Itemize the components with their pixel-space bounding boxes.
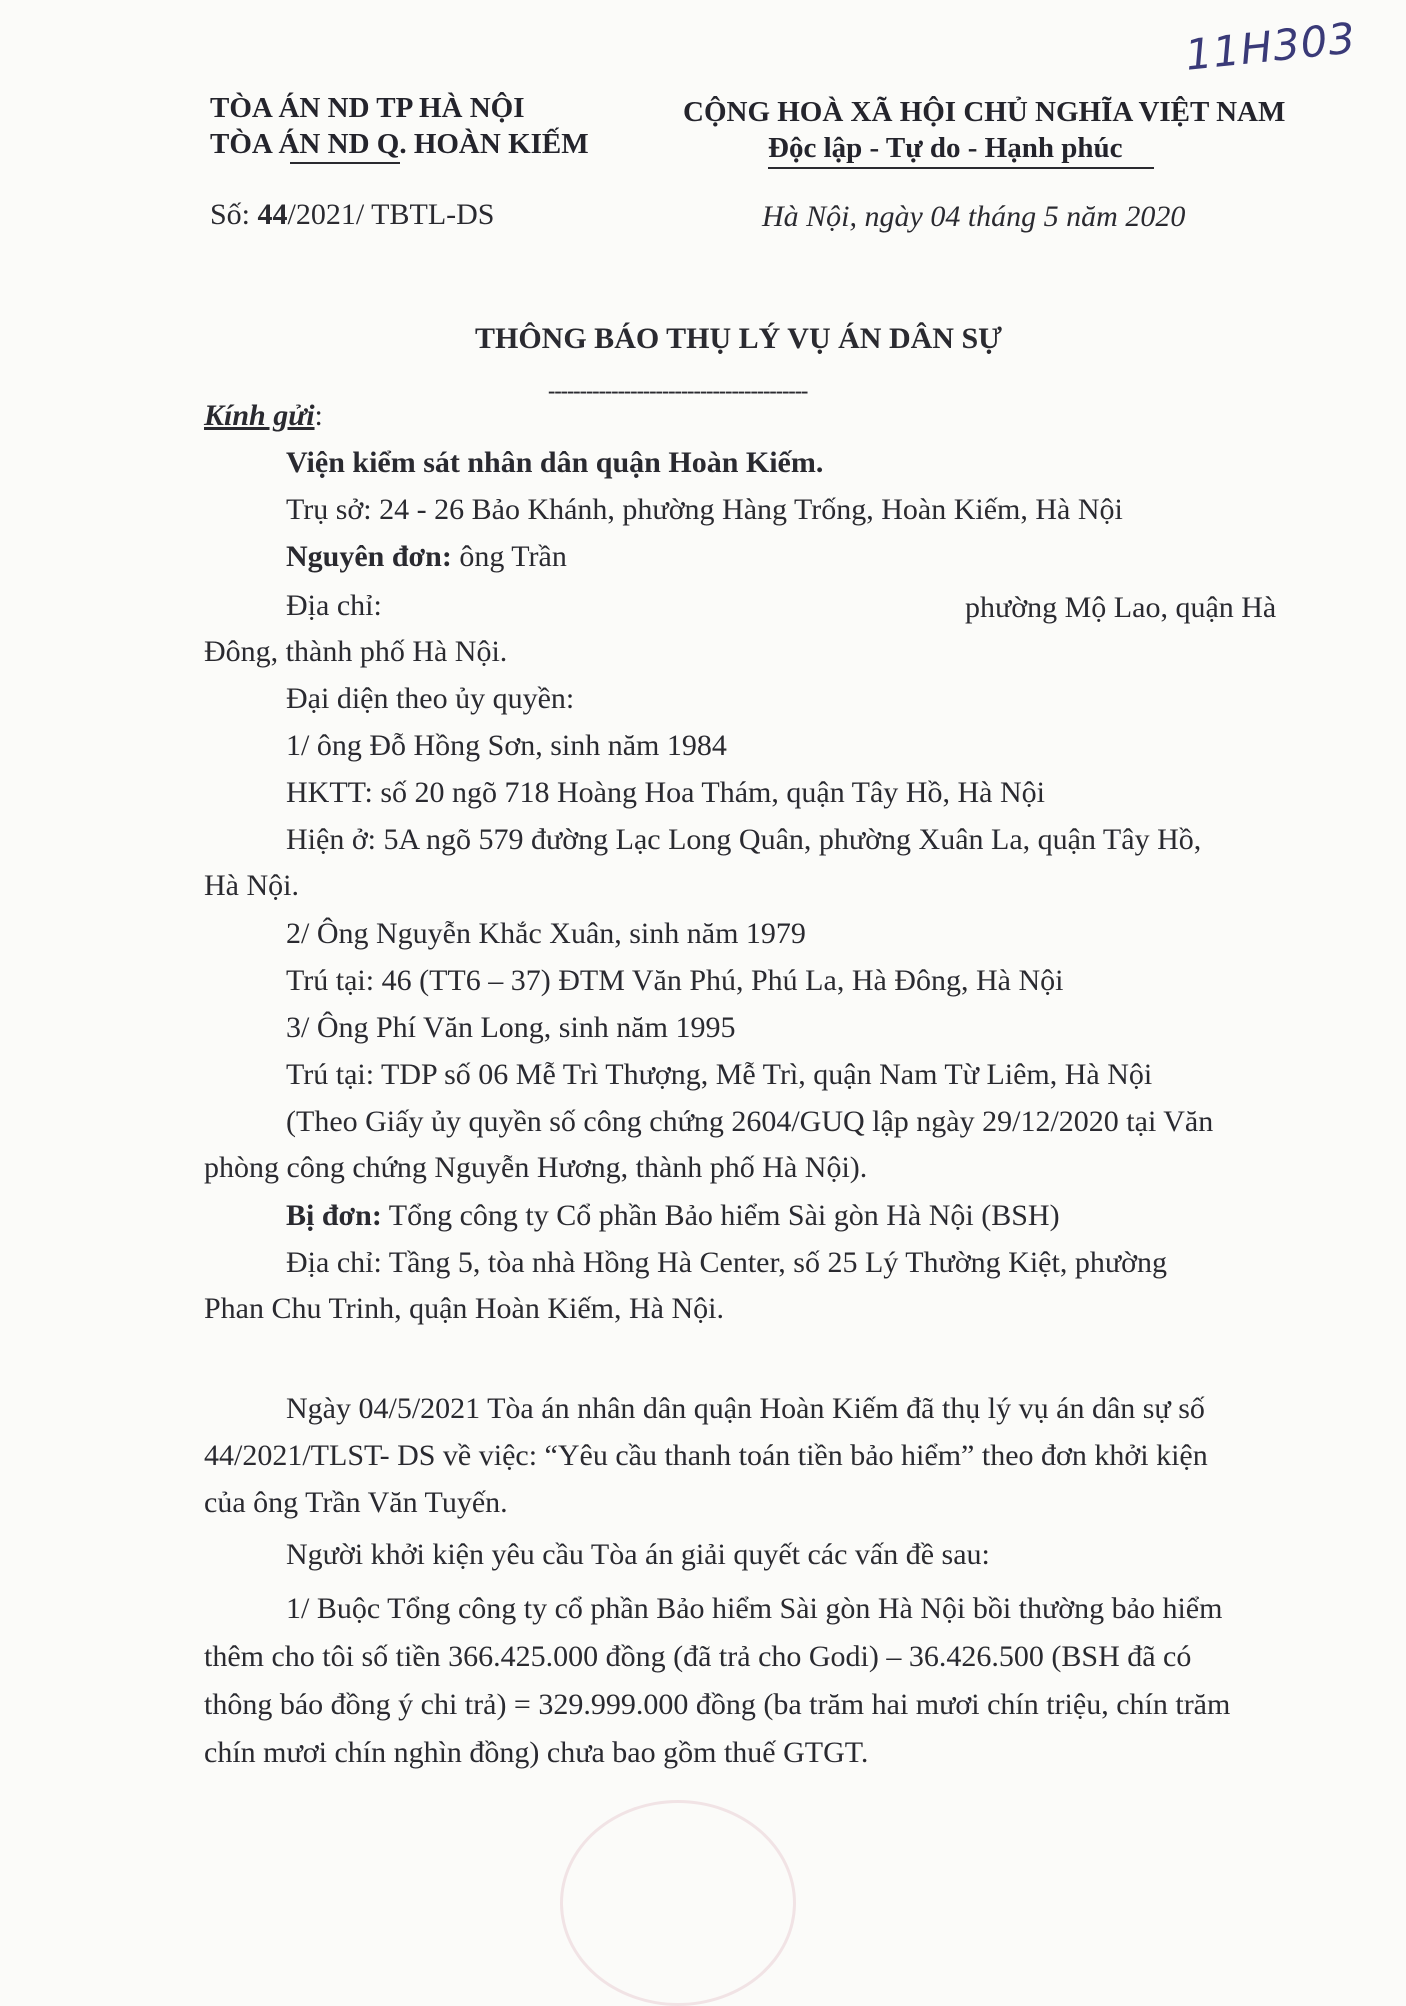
defendant-label: Bị đơn: bbox=[286, 1199, 382, 1232]
paragraph-3-line-1: 1/ Buộc Tổng công ty cổ phần Bảo hiểm Sài gòn Hà Nội bồi thường bảo hiểm bbox=[286, 1592, 1223, 1625]
paragraph-1-line-1: Ngày 04/5/2021 Tòa án nhân dân quận Hoàn Kiếm đã thụ lý vụ án dân sự số bbox=[286, 1392, 1205, 1425]
paragraph-1-line-2: 44/2021/TLST- DS về việc: “Yêu cầu thanh toán tiền bảo hiểm” theo đơn khởi kiện bbox=[204, 1439, 1208, 1472]
representative-3: 3/ Ông Phí Văn Long, sinh năm 1995 bbox=[286, 1011, 736, 1044]
title-rule: ----------------------------------------- bbox=[548, 378, 808, 403]
place-date: Hà Nội, ngày 04 tháng 5 năm 2020 bbox=[762, 200, 1186, 233]
representative-1-current: Hiện ở: 5A ngõ 579 đường Lạc Long Quân, phường Xuân La, quận Tây Hồ, bbox=[286, 823, 1202, 856]
plaintiff-label: Nguyên đơn: bbox=[286, 540, 452, 573]
paragraph-3-line-4: chín mươi chín nghìn đồng) chưa bao gồm thuế GTGT. bbox=[204, 1736, 869, 1769]
document-number-prefix: Số: bbox=[210, 198, 258, 231]
representative-2: 2/ Ông Nguyễn Khắc Xuân, sinh năm 1979 bbox=[286, 917, 806, 950]
power-of-attorney-line-1: (Theo Giấy ủy quyền số công chứng 2604/GUQ lập ngày 29/12/2020 tại Văn bbox=[286, 1105, 1214, 1138]
motto: Độc lập - Tự do - Hạnh phúc bbox=[768, 132, 1123, 164]
faint-stamp-mark bbox=[560, 1800, 796, 2006]
plaintiff-line bbox=[286, 540, 567, 574]
motto-underline bbox=[768, 167, 1154, 169]
recipient-label bbox=[204, 399, 323, 433]
defendant-name: Tổng công ty Cổ phần Bảo hiểm Sài gòn Hà Nội (BSH) bbox=[381, 1199, 1060, 1232]
representative-1-current-cont: Hà Nội. bbox=[204, 869, 299, 902]
plaintiff-address-right: phường Mộ Lao, quận Hà bbox=[965, 591, 1277, 624]
court-line-2 bbox=[210, 128, 589, 161]
plaintiff-address-cont: Đông, thành phố Hà Nội. bbox=[204, 635, 508, 668]
plaintiff-name: ông Trần bbox=[451, 540, 567, 573]
representative-1: 1/ ông Đỗ Hồng Sơn, sinh năm 1984 bbox=[286, 729, 727, 762]
document-title: THÔNG BÁO THỤ LÝ VỤ ÁN DÂN SỰ bbox=[475, 322, 1003, 355]
document-number bbox=[210, 198, 494, 232]
recipient-name: Viện kiểm sát nhân dân quận Hoàn Kiếm. bbox=[286, 446, 824, 479]
representative-label: Đại diện theo ủy quyền: bbox=[286, 682, 575, 715]
recipient-address: Trụ sở: 24 - 26 Bảo Khánh, phường Hàng Trống, Hoàn Kiếm, Hà Nội bbox=[286, 493, 1123, 526]
recipient-label-text: Kính gửi bbox=[204, 399, 315, 432]
paragraph-1-line-3: của ông Trần Văn Tuyến. bbox=[204, 1486, 508, 1519]
defendant-address-line-2: Phan Chu Trinh, quận Hoàn Kiếm, Hà Nội. bbox=[204, 1292, 724, 1325]
defendant-line bbox=[286, 1199, 1060, 1233]
power-of-attorney-line-2: phòng công chứng Nguyễn Hương, thành phố Hà Nội). bbox=[204, 1151, 868, 1184]
paragraph-3-line-3: thông báo đồng ý chi trả) = 329.999.000 đồng (ba trăm hai mươi chín triệu, chín trăm bbox=[204, 1688, 1231, 1721]
document-number-bold: 44 bbox=[257, 198, 288, 231]
court-underline bbox=[290, 162, 400, 164]
representative-1-hktt: HKTT: số 20 ngõ 718 Hoàng Hoa Thám, quận Tây Hồ, Hà Nội bbox=[286, 776, 1045, 809]
document-number-suffix: /2021/ TBTL-DS bbox=[287, 198, 495, 231]
representative-3-address: Trú tại: TDP số 06 Mễ Trì Thượng, Mễ Trì, quận Nam Từ Liêm, Hà Nội bbox=[286, 1058, 1153, 1091]
plaintiff-address-label: Địa chỉ: bbox=[286, 589, 382, 622]
paragraph-2: Người khởi kiện yêu cầu Tòa án giải quyết các vấn đề sau: bbox=[286, 1538, 990, 1571]
defendant-address-line-1: Địa chỉ: Tầng 5, tòa nhà Hồng Hà Center, số 25 Lý Thường Kiệt, phường bbox=[286, 1246, 1167, 1279]
court-line-1: TÒA ÁN ND TP HÀ NỘI bbox=[210, 92, 525, 124]
handwritten-reference: 11H303 bbox=[1182, 13, 1359, 80]
court-line-2-text: TÒA ÁN ND Q. HOÀN KIẾM bbox=[210, 128, 589, 160]
representative-2-address: Trú tại: 46 (TT6 – 37) ĐTM Văn Phú, Phú La, Hà Đông, Hà Nội bbox=[286, 964, 1064, 997]
recipient-label-colon: : bbox=[314, 399, 323, 432]
country-name: CỘNG HOÀ XÃ HỘI CHỦ NGHĨA VIỆT NAM bbox=[683, 96, 1286, 128]
paragraph-3-line-2: thêm cho tôi số tiền 366.425.000 đồng (đã trả cho Godi) – 36.426.500 (BSH đã có bbox=[204, 1640, 1192, 1673]
